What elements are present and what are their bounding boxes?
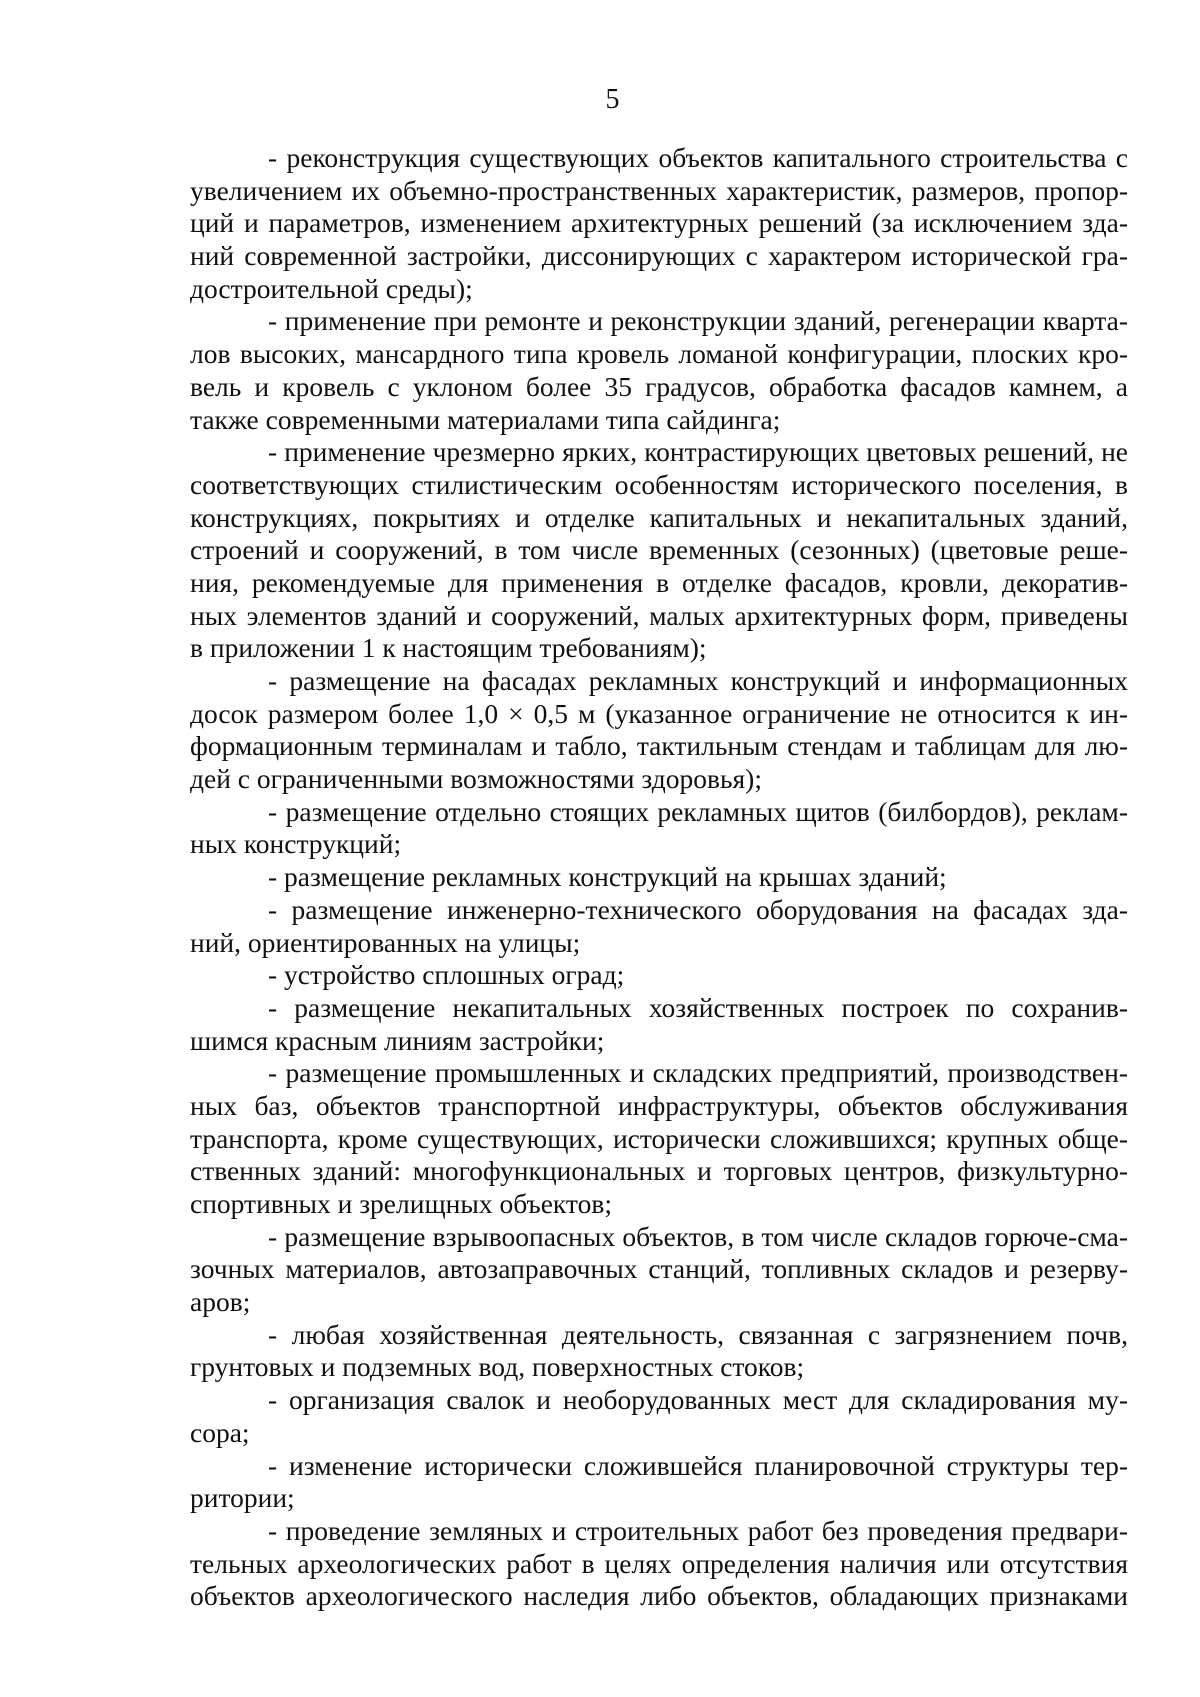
text-line: ний современной застройки, диссонирующих с характером исторической гра- [190,240,1128,272]
text-line: - применение при ремонте и реконструкции зданий, регенерации кварта- [268,305,1128,337]
text-line: - размещение взрывоопасных объектов, в том числе складов горюче-сма- [268,1220,1128,1252]
text-line: транспорта, кроме существующих, исторически сложившихся; крупных обще- [190,1122,1128,1154]
text-line: грунтовых и подземных вод, поверхностных стоков; [190,1351,805,1383]
text-line: ний, ориентированных на улицы; [190,926,581,958]
text-line: - размещение рекламных конструкций на крышах зданий; [268,861,947,893]
text-line: - размещение на фасадах рекламных конструкций и информационных [268,665,1128,696]
text-line: строений и сооружений, в том числе временных (сезонных) (цветовые реше- [190,534,1128,566]
text-line: ных баз, объектов транспортной инфраструктуры, объектов обслуживания [190,1089,1128,1121]
text-line: увеличением их объемно-пространственных характеристик, размеров, пропор- [190,174,1128,206]
text-line: зочных материалов, автозаправочных станций, топливных складов и резерву- [190,1253,1128,1285]
text-line: - проведение земляных и строительных работ без проведения предвари- [268,1514,1128,1546]
text-line: в приложении 1 к настоящим требованиям); [190,632,707,664]
text-line: - размещение некапитальных хозяйственных построек по сохранив- [268,991,1128,1023]
text-line: - размещение инженерно-технического оборудования на фасадах зда- [268,893,1128,925]
text-line: - применение чрезмерно ярких, контрастирующих цветовых решений, не [268,436,1128,468]
text-line: вель и кровель с уклоном более 35 градусов, обработка фасадов камнем, а [190,370,1128,402]
text-line: - устройство сплошных оград; [268,959,625,991]
text-line: досок размером более 1,0 × 0,5 м (указанное ограничение не относится к ин- [190,697,1128,729]
text-line: дей с ограниченными возможностями здоровья); [190,763,762,795]
page-number: 5 [605,84,620,115]
text-line: - реконструкция существующих объектов капитального строительства с [268,142,1128,173]
text-line: ственных зданий: многофункциональных и торговых центров, физкультурно- [190,1155,1128,1187]
text-line: конструкциях, покрытиях и отделке капитальных и некапитальных зданий, [190,501,1128,533]
text-line: формационным терминалам и табло, тактильным стендам и таблицам для лю- [190,730,1128,762]
text-line: шимся красным линиям застройки; [190,1024,605,1056]
text-line: тельных археологических работ в целях определения наличия или отсутствия [190,1547,1128,1579]
text-line: ния, рекомендуемые для применения в отделке фасадов, кровли, декоратив- [190,566,1128,598]
document-body [190,142,1128,1613]
text-line: - организация свалок и необорудованных мест для складирования му- [268,1384,1128,1416]
text-line: достроительной среды); [190,272,473,304]
text-line: объектов археологического наследия либо объектов, обладающих признаками [190,1580,1128,1612]
text-line: ритории; [190,1482,295,1514]
text-line: сора; [190,1416,250,1448]
text-line: лов высоких, мансардного типа кровель ломаной конфигурации, плоских кро- [190,338,1128,370]
text-line: аров; [190,1286,251,1318]
text-line: ций и параметров, изменением архитектурных решений (за исключением зда- [190,207,1128,239]
text-line: ных элементов зданий и сооружений, малых архитектурных форм, приведены [190,599,1128,631]
text-line: ных конструкций; [190,828,402,860]
text-line: также современными материалами типа сайдинга; [190,403,781,435]
text-line: - размещение промышленных и складских предприятий, производствен- [268,1057,1128,1089]
text-line: соответствующих стилистическим особенностям исторического поселения, в [190,468,1128,500]
text-line: - изменение исторически сложившейся планировочной структуры тер- [268,1449,1128,1481]
text-line: - любая хозяйственная деятельность, связанная с загрязнением почв, [268,1318,1128,1350]
text-line: спортивных и зрелищных объектов; [190,1188,612,1219]
text-line: - размещение отдельно стоящих рекламных щитов (билбордов), реклам- [268,795,1128,827]
